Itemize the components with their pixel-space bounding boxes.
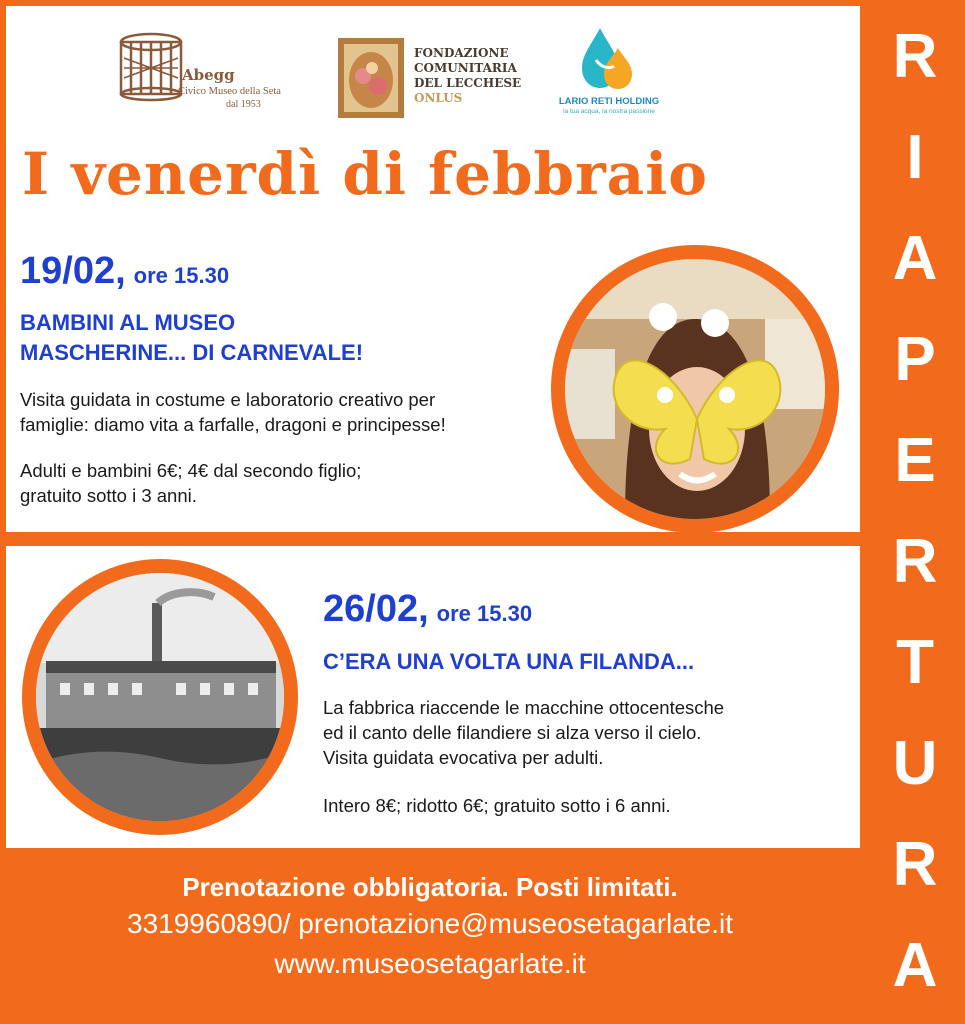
abegg-year: dal 1953: [226, 99, 261, 110]
event1-title-line1: BAMBINI AL MUSEO: [20, 310, 236, 335]
vertical-letter: A: [892, 223, 938, 293]
page-title: I venerdì di febbraio: [22, 140, 708, 208]
booking-contact[interactable]: 3319960890/ prenotazione@museosetagarlate.it: [127, 908, 733, 939]
event2-desc-line2: ed il canto delle filandiere si alza verso il cielo.: [323, 722, 702, 743]
event1-price-line2: gratuito sotto i 3 anni.: [20, 485, 197, 506]
vertical-letter: R: [892, 829, 938, 899]
event2-photo-silk-mill: [22, 559, 298, 835]
vertical-letter: R: [892, 526, 938, 596]
vertical-letter: R: [892, 21, 938, 91]
event2-desc-line3: Visita guidata evocativa per adulti.: [323, 747, 604, 768]
event1-desc-line2: famiglie: diamo vita a farfalle, dragoni e principesse!: [20, 414, 446, 435]
abegg-museum-logo: [118, 28, 288, 112]
reopening-vertical-text: [868, 6, 962, 1016]
vertical-letter: A: [892, 930, 938, 1000]
event2-price: Intero 8€; ridotto 6€; gratuito sotto i 6 anni.: [323, 795, 671, 816]
event2-date: 26/02,: [323, 588, 429, 630]
abegg-name: Abegg: [182, 66, 235, 84]
event2-datetime: [323, 588, 532, 631]
abegg-subtitle: Civico Museo della Seta: [178, 86, 281, 97]
fondazione-logo: [338, 38, 522, 120]
vertical-letter: I: [906, 122, 924, 192]
vertical-letter: U: [892, 728, 938, 798]
event1-photo-child-mask: [551, 245, 839, 533]
silk-museum-building-icon: [118, 32, 184, 102]
event1-prices: [20, 458, 560, 508]
booking-footer: [0, 870, 860, 984]
butterfly-mask-image: [565, 259, 825, 519]
fondazione-emblem-icon: [338, 38, 404, 118]
event1-time: ore 15.30: [133, 263, 230, 288]
event1-desc-line1: Visita guidata in costume e laboratorio creativo per: [20, 389, 436, 410]
event1-date: 19/02,: [20, 250, 126, 292]
lario-name: LARIO RETI HOLDING: [558, 96, 660, 107]
event1-price-line1: Adulti e bambini 6€; 4€ dal secondo figlio;: [20, 460, 362, 481]
vertical-letter: P: [894, 324, 936, 394]
vertical-letter: E: [894, 425, 936, 495]
silk-mill-image: [36, 573, 284, 821]
fondazione-line2: COMUNITARIA: [414, 61, 517, 75]
event2-time: ore 15.30: [436, 601, 533, 626]
event2-description: [323, 695, 843, 770]
website-link[interactable]: www.museosetagarlate.it: [274, 948, 586, 979]
lario-reti-logo: [554, 26, 664, 120]
event1-description: [20, 387, 560, 437]
water-drop-icon: [578, 26, 636, 92]
event1-title: [20, 308, 363, 368]
booking-notice: Prenotazione obbligatoria. Posti limitati.: [182, 872, 678, 902]
fondazione-line4: ONLUS: [414, 91, 463, 105]
event1-title-line2: MASCHERINE... DI CARNEVALE!: [20, 340, 364, 365]
fondazione-line1: FONDAZIONE: [414, 46, 509, 60]
event2-title: C’ERA UNA VOLTA UNA FILANDA...: [323, 649, 695, 674]
vertical-letter: T: [896, 627, 934, 697]
lario-tagline: la tua acqua, la nostra passione: [563, 108, 655, 115]
event2-desc-line1: La fabbrica riaccende le macchine ottocentesche: [323, 697, 725, 718]
fondazione-line3: DEL LECCHESE: [414, 76, 522, 90]
event1-datetime: [20, 250, 229, 293]
